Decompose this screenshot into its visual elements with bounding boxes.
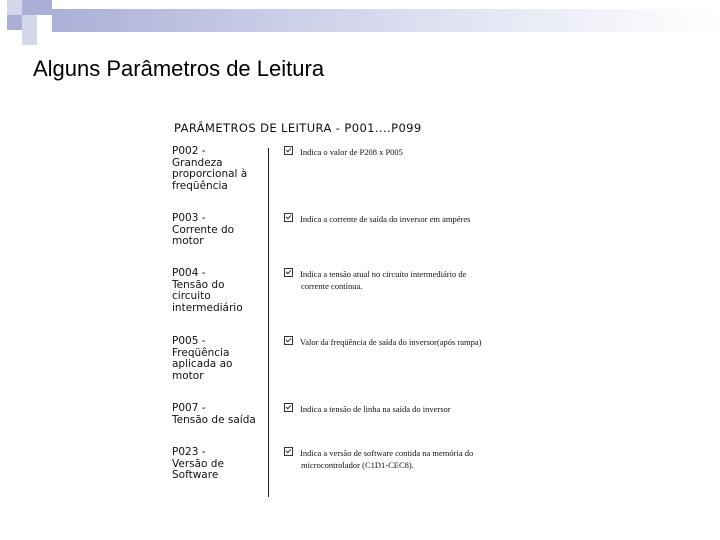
param-code-p004: P004 - Tensão do circuito intermediário: [172, 267, 243, 314]
param-desc-text-line2: microcontrolador (C1D1-CEC8).: [301, 460, 414, 470]
param-desc-p003: [284, 213, 524, 225]
param-desc-text: Valor da freqüência de saída do inversor(após rampa): [300, 337, 482, 347]
param-desc-p004: [284, 268, 524, 292]
param-code-p023: P023 - Versão de Software: [172, 446, 224, 481]
param-code-p005: P005 - Freqüência aplicada ao motor: [172, 335, 233, 382]
checkbox-icon: [284, 213, 293, 222]
param-desc-text: Indica a versão de software contida na memória do: [300, 448, 474, 458]
slide-title: Alguns Parâmetros de Leitura: [33, 56, 325, 81]
document-heading: PARÂMETROS DE LEITURA - P001....P099: [174, 121, 422, 135]
deco-square: [22, 30, 37, 45]
param-desc-text: Indica o valor de P208 x P005: [300, 147, 403, 157]
checkbox-icon: [284, 268, 293, 277]
param-desc-p023: [284, 447, 524, 471]
param-desc-text-line2: corrente contínua.: [301, 281, 363, 291]
deco-square: [7, 0, 22, 15]
param-code-p002: P002 - Grandeza proporcional à freqüência: [172, 145, 248, 192]
deco-square: [7, 15, 22, 30]
checkbox-icon: [284, 336, 293, 345]
checkbox-icon: [284, 146, 293, 155]
param-code-p003: P003 - Corrente do motor: [172, 212, 235, 247]
parameter-document: [170, 118, 550, 500]
checkbox-icon: [284, 447, 293, 456]
slide-decoration: [0, 0, 720, 50]
param-desc-text: Indica a tensão atual no circuito intermediário de: [300, 269, 467, 279]
deco-square: [22, 0, 37, 15]
deco-square: [22, 15, 37, 30]
param-desc-p002: [284, 146, 524, 158]
param-desc-text: Indica a corrente de saída do inversor em ampéres: [300, 214, 471, 224]
param-desc-text: Indica a tensão de linha na saída do inversor: [300, 404, 451, 414]
param-desc-p005: [284, 336, 524, 348]
deco-gradient-band: [52, 9, 720, 32]
deco-square: [37, 0, 52, 15]
param-code-p007: P007 - Tensão de saída: [172, 402, 256, 426]
column-divider: [268, 148, 269, 497]
checkbox-icon: [284, 403, 293, 412]
param-desc-p007: [284, 403, 524, 415]
